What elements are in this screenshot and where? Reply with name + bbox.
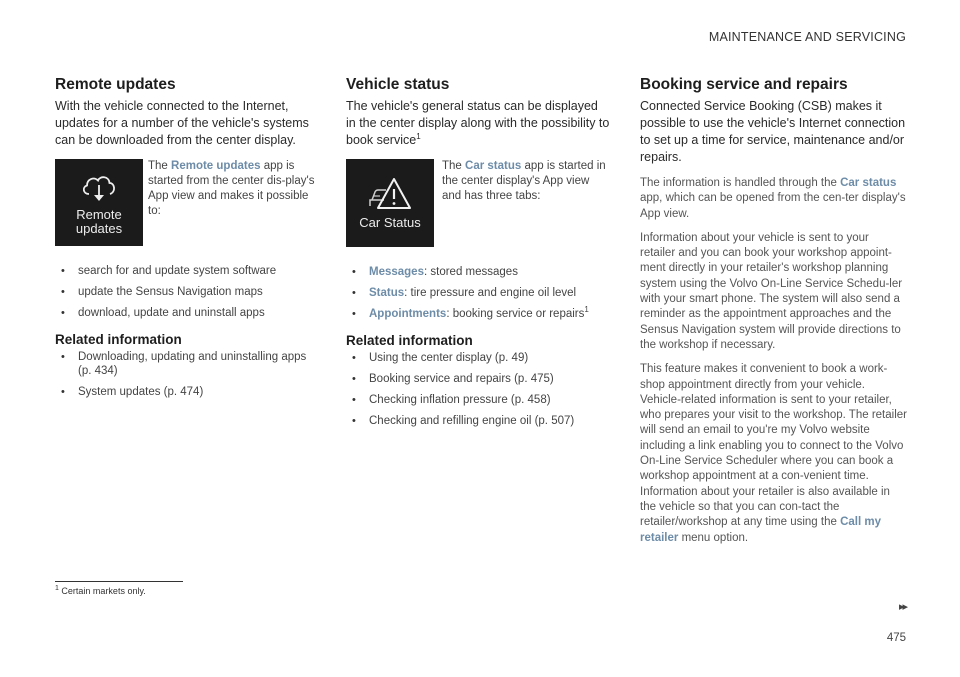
related-link[interactable]: • Downloading, updating and uninstalling apps (p. 434): [55, 350, 320, 378]
next-page-arrows-icon: ▸▸: [898, 601, 906, 613]
car-status-tile: [346, 159, 434, 247]
related-information-heading: Related information: [346, 333, 473, 348]
vehicle-status-lead: The vehicle's general status can be displayed in the center display along with the possibility to book service$^1$: [346, 99, 610, 147]
related-link[interactable]: • Using the center display (p. 49): [346, 351, 611, 365]
car-status-app-name: Car status: [465, 160, 522, 172]
remote-updates-section: [55, 76, 320, 406]
list-item: • download, update and uninstall apps: [55, 306, 320, 320]
running-header: MAINTENANCE AND SERVICING: [708, 30, 906, 44]
remote-updates-app-description: The Remote updates app is started from the center dis-play's App view and makes it possible to:: [148, 160, 315, 217]
list-item: • search for and update system software: [55, 264, 320, 278]
vehicle-status-section: [346, 76, 611, 435]
tab-appointments: • Appointments: booking service or repairs$^1$: [346, 307, 611, 321]
booking-paragraph-2: Information about your vehicle is sent to your retailer and you can book your workshop appoint-ment directly in your retailer's workshop planning system using the Volvo On-Line Service Schedu-ler with your smart phone. The system will also send a reminder as the appointment approaches and the Sensus Navigation system will provide directions to the workshop if necessary.: [640, 231, 903, 351]
remote-updates-lead: With the vehicle connected to the Internet, updates for a number of the vehicle's systems can be downloaded from the center display.: [55, 99, 309, 147]
remote-updates-tile: [55, 159, 143, 246]
tab-messages: • Messages: stored messages: [346, 265, 611, 279]
related-link[interactable]: • System updates (p. 474): [55, 385, 320, 399]
related-link[interactable]: • Booking service and repairs (p. 475): [346, 372, 611, 386]
booking-paragraph-1: The information is handled through the Car status app, which can be opened from the cen-ter display's App view.: [640, 177, 906, 220]
footnote-ref: 1: [416, 131, 421, 141]
car-status-app-description: The Car status app is started in the center display's App view and has three tabs:: [442, 160, 606, 202]
remote-updates-bullets: [55, 264, 320, 320]
related-link[interactable]: • Checking and refilling engine oil (p. 507): [346, 414, 611, 428]
car-status-tile-label: Car Status: [359, 215, 421, 230]
car-status-app-row: [346, 159, 611, 247]
remote-updates-app-row: [55, 159, 320, 246]
car-status-app-name: Car status: [840, 177, 897, 189]
call-my-retailer-menu-name: Call my retailer: [640, 516, 882, 544]
related-information-list: [346, 351, 611, 428]
related-information-heading: Related information: [55, 332, 182, 347]
booking-section: [640, 76, 907, 555]
vehicle-status-heading: Vehicle status: [346, 76, 450, 93]
remote-updates-tile-label: Remote updates: [75, 206, 123, 236]
page-number: 475: [886, 632, 906, 644]
related-link[interactable]: • Checking inflation pressure (p. 458): [346, 393, 611, 407]
car-status-tabs-list: [346, 265, 611, 321]
remote-updates-app-name: Remote updates: [171, 160, 261, 172]
related-information-list: [55, 350, 320, 399]
footnote-rule: [55, 581, 183, 582]
car-warning-icon: [366, 176, 414, 212]
footnote: $^1$ Certain markets only.: [55, 585, 146, 596]
booking-paragraph-3: This feature makes it convenient to book a work-shop appointment directly from your vehicle. Vehicle-related information is sent to your retailer, who prepares your visit to the workshop. The retailer will send an email to you're my Volvo website including a link enabling you to connect to the Volvo On-Line Service Scheduler where you can book a workshop appointment at a con-venient time. Information about your retailer is also available in the vehicle so that you can con-tact the retailer/workshop at any time using the Call my retailer menu option.: [640, 363, 907, 544]
tab-status: • Status: tire pressure and engine oil level: [346, 286, 611, 300]
footnote-ref: 1: [584, 305, 589, 315]
booking-lead: Connected Service Booking (CSB) makes it possible to use the vehicle's Internet connection to set up a time for service, maintenance and/or repairs.: [640, 99, 906, 164]
booking-heading: Booking service and repairs: [640, 76, 848, 93]
list-item: • update the Sensus Navigation maps: [55, 285, 320, 299]
remote-updates-heading: Remote updates: [55, 76, 176, 93]
cloud-download-icon: [79, 170, 119, 204]
